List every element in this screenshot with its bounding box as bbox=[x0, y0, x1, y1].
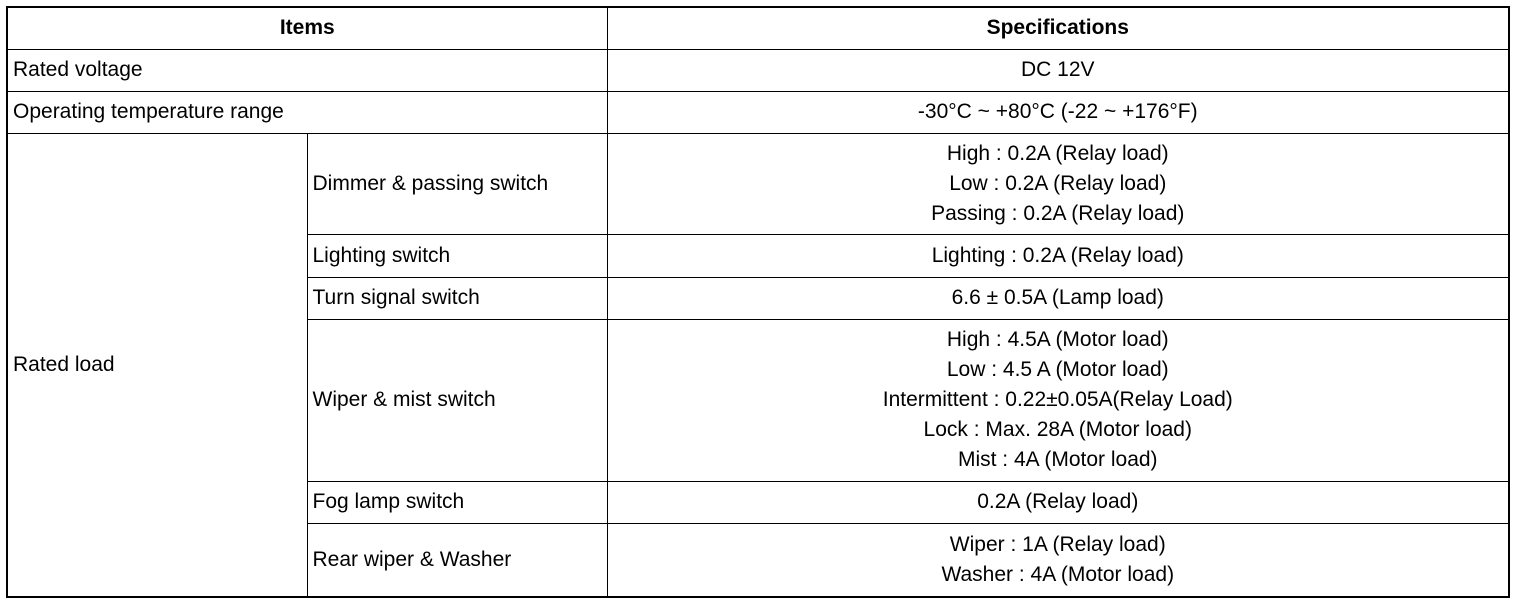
spec-line: High : 0.2A (Relay load) bbox=[946, 141, 1169, 165]
spec-rated-voltage: DC 12V bbox=[607, 49, 1509, 91]
spec-line: High : 4.5A (Motor load) bbox=[946, 328, 1169, 351]
spec-line: Washer : 4A (Motor load) bbox=[941, 562, 1175, 586]
subitem-dimmer: Dimmer & passing switch bbox=[307, 133, 607, 234]
spec-dimmer bbox=[607, 133, 1509, 234]
spec-turn-signal: 6.6 ± 0.5A (Lamp load) bbox=[607, 277, 1509, 319]
item-operating-temp: Operating temperature range bbox=[7, 91, 607, 133]
table-row bbox=[7, 133, 1509, 234]
item-rated-voltage: Rated voltage bbox=[7, 49, 607, 91]
spec-line: Passing : 0.2A (Relay load) bbox=[931, 201, 1185, 225]
table-row bbox=[7, 49, 1509, 91]
subitem-fog-lamp: Fog lamp switch bbox=[307, 481, 607, 523]
header-items: Items bbox=[7, 7, 607, 49]
subitem-wiper-mist: Wiper & mist switch bbox=[307, 319, 607, 481]
spec-line: Wiper : 1A (Relay load) bbox=[949, 532, 1166, 556]
spec-fog-lamp: 0.2A (Relay load) bbox=[607, 481, 1509, 523]
spec-line: Low : 0.2A (Relay load) bbox=[949, 171, 1167, 195]
spec-line: Mist : 4A (Motor load) bbox=[957, 448, 1158, 471]
item-rated-load: Rated load bbox=[7, 133, 307, 597]
specifications-table bbox=[6, 6, 1510, 598]
spec-line: Low : 4.5 A (Motor load) bbox=[946, 358, 1169, 381]
spec-line: Lock : Max. 28A (Motor load) bbox=[923, 418, 1192, 441]
subitem-lighting: Lighting switch bbox=[307, 234, 607, 277]
spec-lighting: Lighting : 0.2A (Relay load) bbox=[607, 234, 1509, 277]
table-row bbox=[7, 91, 1509, 133]
spec-line: Intermittent : 0.22±0.05A(Relay Load) bbox=[882, 388, 1233, 411]
header-row bbox=[7, 7, 1509, 49]
subitem-rear-wiper: Rear wiper & Washer bbox=[307, 523, 607, 597]
spec-rear-wiper bbox=[607, 523, 1509, 597]
header-specifications: Specifications bbox=[607, 7, 1509, 49]
spec-operating-temp: -30°C ~ +80°C (-22 ~ +176°F) bbox=[607, 91, 1509, 133]
spec-wiper-mist bbox=[607, 319, 1509, 481]
subitem-turn-signal: Turn signal switch bbox=[307, 277, 607, 319]
